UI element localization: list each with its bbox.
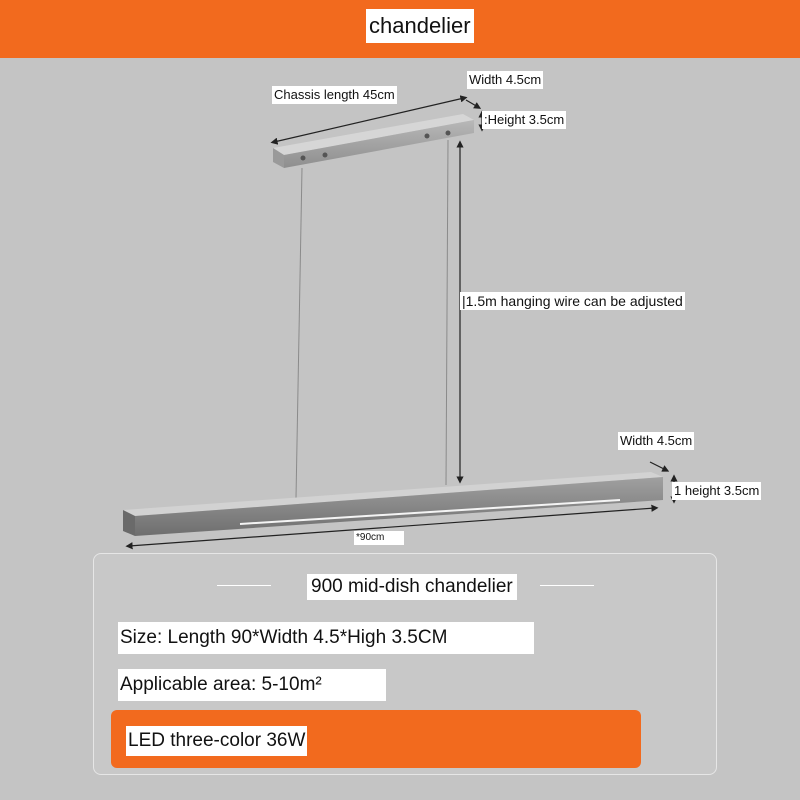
title-rule-right — [540, 585, 594, 586]
spec-power: LED three-color 36W — [126, 726, 307, 756]
hanging-wire-left — [296, 168, 302, 498]
hanging-wire-right — [446, 140, 448, 485]
title-rule-left — [217, 585, 271, 586]
chassis-width-arrow — [466, 100, 478, 107]
ceiling-chassis — [273, 114, 474, 168]
chassis-width-label: Width 4.5cm — [469, 72, 542, 87]
spec-title: 900 mid-dish chandelier — [307, 574, 517, 600]
page-title: chandelier — [366, 9, 474, 43]
spec-area: Applicable area: 5-10m² — [118, 669, 386, 701]
wire-length-label: |1.5m hanging wire can be adjusted — [462, 293, 683, 309]
spec-size: Size: Length 90*Width 4.5*High 3.5CM — [118, 622, 534, 654]
bar-width-label: Width 4.5cm — [620, 433, 693, 448]
bar-length-label: *90cm — [354, 531, 404, 545]
bar-width-arrow — [650, 462, 666, 470]
chassis-length-label: Chassis length 45cm — [274, 87, 395, 102]
chassis-height-label: :Height 3.5cm — [484, 112, 565, 127]
bar-height-label: 1 height 3.5cm — [674, 483, 760, 498]
